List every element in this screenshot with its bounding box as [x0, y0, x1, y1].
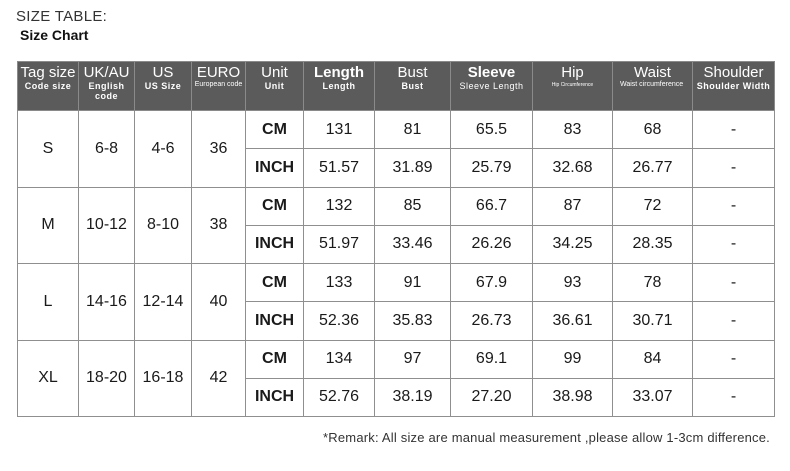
waist-cell: 72 [613, 187, 693, 225]
bust-cell: 85 [375, 187, 451, 225]
sleeve-cell: 26.26 [451, 225, 533, 263]
hip-cell: 32.68 [533, 149, 613, 187]
header-shoulder [693, 62, 775, 111]
unit-cell: INCH [246, 149, 304, 187]
waist-cell: 84 [613, 340, 693, 378]
unit-cell: CM [246, 264, 304, 302]
tag-size-cell: L [18, 264, 79, 341]
shoulder-cell: - [693, 264, 775, 302]
tag-size-cell: XL [18, 340, 79, 417]
remark-note: *Remark: All size are manual measurement ,please allow 1-3cm difference. [323, 430, 770, 445]
hip-cell: 36.61 [533, 302, 613, 340]
length-cell: 131 [304, 111, 375, 149]
table-row [18, 111, 775, 149]
header-main: US [152, 64, 174, 81]
length-cell: 52.76 [304, 378, 375, 416]
unit-cell: INCH [246, 302, 304, 340]
uk-au-cell: 18-20 [79, 340, 135, 417]
header-bust [375, 62, 451, 111]
header-sub: Unit [264, 81, 285, 91]
shoulder-cell: - [693, 149, 775, 187]
size-chart-title: Size Chart [20, 27, 89, 43]
header-main: Bust [397, 64, 428, 81]
header-main: UK/AU [83, 64, 130, 81]
header-waist [613, 62, 693, 111]
header-sub: Sleeve Length [459, 81, 524, 91]
unit-cell: INCH [246, 225, 304, 263]
us-cell: 12-14 [135, 264, 192, 341]
size-table-heading: SIZE TABLE: [16, 8, 108, 25]
euro-cell: 36 [192, 111, 246, 188]
waist-cell: 68 [613, 111, 693, 149]
header-uk-au [79, 62, 135, 111]
header-sub: Bust [401, 81, 424, 91]
bust-cell: 33.46 [375, 225, 451, 263]
bust-cell: 91 [375, 264, 451, 302]
sleeve-cell: 66.7 [451, 187, 533, 225]
size-chart-table [17, 61, 775, 417]
sleeve-cell: 27.20 [451, 378, 533, 416]
bust-cell: 97 [375, 340, 451, 378]
header-length [304, 62, 375, 111]
shoulder-cell: - [693, 340, 775, 378]
header-sub: Length [322, 81, 356, 91]
header-sub: English code [88, 81, 125, 101]
sleeve-cell: 67.9 [451, 264, 533, 302]
sleeve-cell: 25.79 [451, 149, 533, 187]
hip-cell: 87 [533, 187, 613, 225]
table-row [18, 264, 775, 302]
header-euro [192, 62, 246, 111]
waist-cell: 78 [613, 264, 693, 302]
waist-cell: 28.35 [613, 225, 693, 263]
header-tag-size [18, 62, 79, 111]
header-sub: European code [194, 81, 243, 88]
sleeve-cell: 26.73 [451, 302, 533, 340]
shoulder-cell: - [693, 111, 775, 149]
header-main: Waist [634, 64, 671, 81]
hip-cell: 93 [533, 264, 613, 302]
sleeve-cell: 69.1 [451, 340, 533, 378]
unit-cell: CM [246, 187, 304, 225]
header-sub: Shoulder Width [696, 81, 771, 91]
hip-cell: 83 [533, 111, 613, 149]
header-row [18, 62, 775, 111]
shoulder-cell: - [693, 378, 775, 416]
header-sub: Waist circumference [620, 81, 684, 88]
waist-cell: 26.77 [613, 149, 693, 187]
header-sleeve [451, 62, 533, 111]
hip-cell: 34.25 [533, 225, 613, 263]
header-main: Unit [261, 64, 288, 81]
waist-cell: 30.71 [613, 302, 693, 340]
header-sub: US Size [144, 81, 182, 91]
waist-cell: 33.07 [613, 378, 693, 416]
length-cell: 134 [304, 340, 375, 378]
length-cell: 132 [304, 187, 375, 225]
hip-cell: 38.98 [533, 378, 613, 416]
header-main: Shoulder [703, 64, 764, 81]
us-cell: 4-6 [135, 111, 192, 188]
unit-cell: INCH [246, 378, 304, 416]
bust-cell: 38.19 [375, 378, 451, 416]
header-main: Hip [561, 64, 584, 81]
table-row [18, 187, 775, 225]
uk-au-cell: 6-8 [79, 111, 135, 188]
bust-cell: 31.89 [375, 149, 451, 187]
header-sub: Code size [24, 81, 72, 91]
header-hip [533, 62, 613, 111]
header-main: Tag size [20, 64, 76, 81]
bust-cell: 81 [375, 111, 451, 149]
us-cell: 16-18 [135, 340, 192, 417]
length-cell: 51.57 [304, 149, 375, 187]
shoulder-cell: - [693, 225, 775, 263]
header-sub: Hip Circumference [551, 82, 594, 88]
length-cell: 133 [304, 264, 375, 302]
length-cell: 52.36 [304, 302, 375, 340]
unit-cell: CM [246, 340, 304, 378]
header-us [135, 62, 192, 111]
unit-cell: CM [246, 111, 304, 149]
length-cell: 51.97 [304, 225, 375, 263]
euro-cell: 38 [192, 187, 246, 264]
hip-cell: 99 [533, 340, 613, 378]
euro-cell: 42 [192, 340, 246, 417]
us-cell: 8-10 [135, 187, 192, 264]
shoulder-cell: - [693, 302, 775, 340]
tag-size-cell: S [18, 111, 79, 188]
table-row [18, 340, 775, 378]
header-main: EURO [196, 64, 241, 81]
uk-au-cell: 10-12 [79, 187, 135, 264]
bust-cell: 35.83 [375, 302, 451, 340]
sleeve-cell: 65.5 [451, 111, 533, 149]
header-main: Sleeve [467, 64, 516, 81]
header-unit [246, 62, 304, 111]
euro-cell: 40 [192, 264, 246, 341]
header-main: Length [314, 64, 364, 81]
uk-au-cell: 14-16 [79, 264, 135, 341]
shoulder-cell: - [693, 187, 775, 225]
tag-size-cell: M [18, 187, 79, 264]
